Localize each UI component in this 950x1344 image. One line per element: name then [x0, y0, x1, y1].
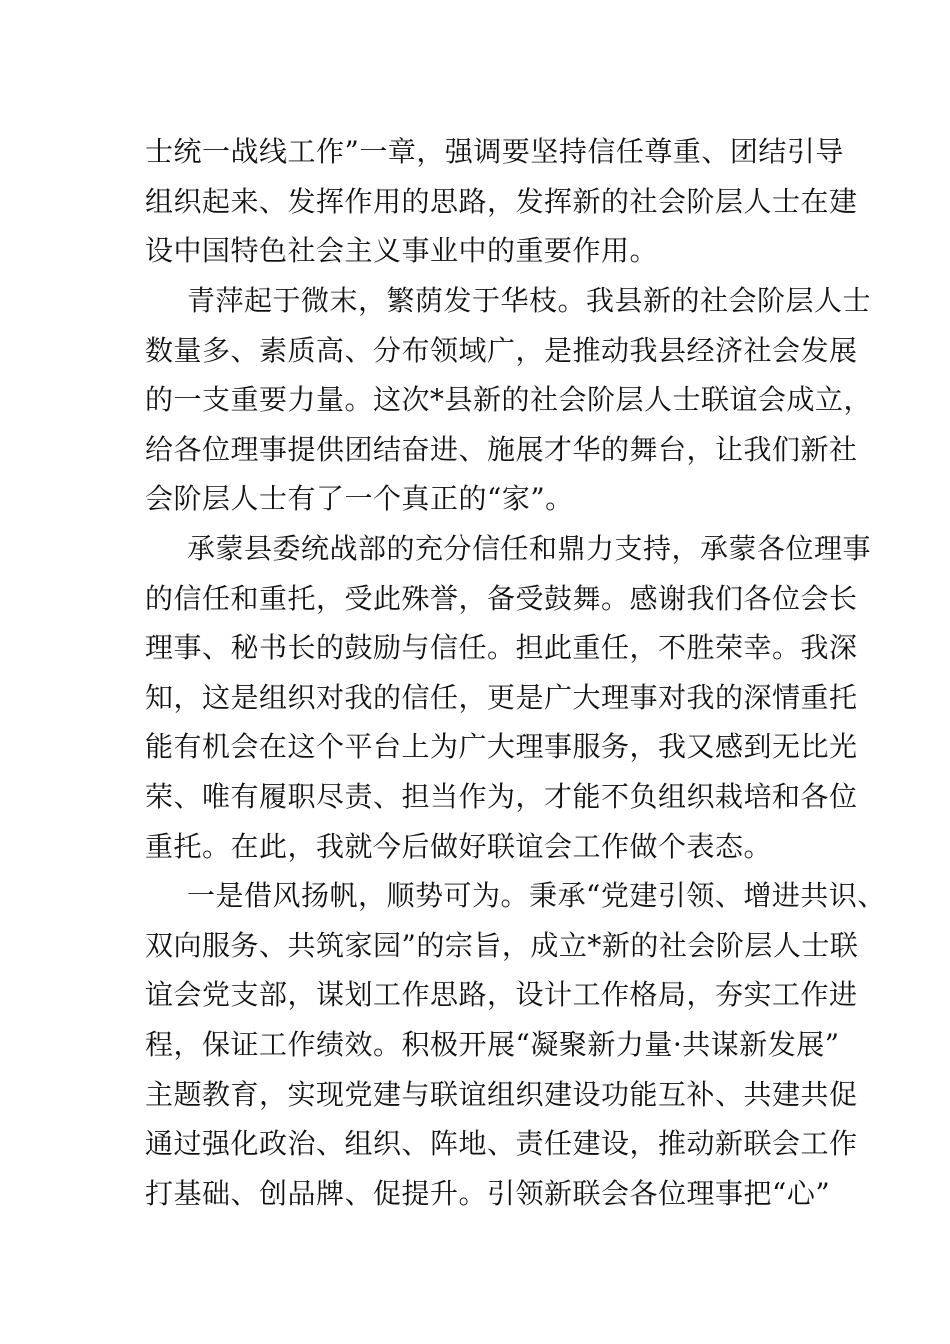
text-line: 的信任和重托，受此殊誉，备受鼓舞。感谢我们各位会长: [145, 582, 858, 615]
text-line: 双向服务、共筑家园”的宗旨，成立*新的社会阶层人士联: [145, 929, 859, 962]
text-line: 设中国特色社会主义事业中的重要作用。: [145, 234, 659, 267]
text-line: 会阶层人士有了一个真正的“家”。: [145, 482, 574, 515]
text-line: 荣、唯有履职尽责、担当作为，才能不负组织栽培和各位: [145, 780, 858, 813]
paragraph-start-line: 一是借风扬帆，顺势可为。秉承“党建引领、增进共识、: [187, 879, 886, 912]
paragraph-start-line: 承蒙县委统战部的充分信任和鼎力支持，承蒙各位理事: [187, 532, 872, 565]
text-line: 组织起来、发挥作用的思路，发挥新的社会阶层人士在建: [145, 185, 858, 218]
text-line: 重托。在此，我就今后做好联谊会工作做个表态。: [145, 830, 773, 863]
text-line: 数量多、素质高、分布领域广，是推动我县经济社会发展: [145, 334, 858, 367]
text-line: 士统一战线工作”一章，强调要坚持信任尊重、团结引导: [145, 135, 844, 168]
text-line: 谊会党支部，谋划工作思路，设计工作格局，夯实工作进: [145, 978, 858, 1011]
paragraph-start-line: 青萍起于微末，繁荫发于华枝。我县新的社会阶层人士: [187, 284, 872, 317]
text-line: 理事、秘书长的鼓励与信任。担此重任，不胜荣幸。我深: [145, 631, 858, 664]
text-line: 给各位理事提供团结奋进、施展才华的舞台，让我们新社: [145, 433, 858, 466]
text-line: 主题教育，实现党建与联谊组织建设功能互补、共建共促: [145, 1078, 858, 1111]
text-line: 打基础、创品牌、促提升。引领新联会各位理事把“心”: [145, 1177, 831, 1210]
text-line: 能有机会在这个平台上为广大理事服务，我又感到无比光: [145, 730, 858, 763]
text-line: 的一支重要力量。这次*县新的社会阶层人士联谊会成立，: [145, 383, 873, 416]
text-line: 知，这是组织对我的信任，更是广大理事对我的深情重托: [145, 681, 858, 714]
text-line: 程，保证工作绩效。积极开展“凝聚新力量·共谋新发展”: [145, 1028, 840, 1061]
text-line: 通过强化政治、组织、阵地、责任建设，推动新联会工作: [145, 1127, 858, 1160]
